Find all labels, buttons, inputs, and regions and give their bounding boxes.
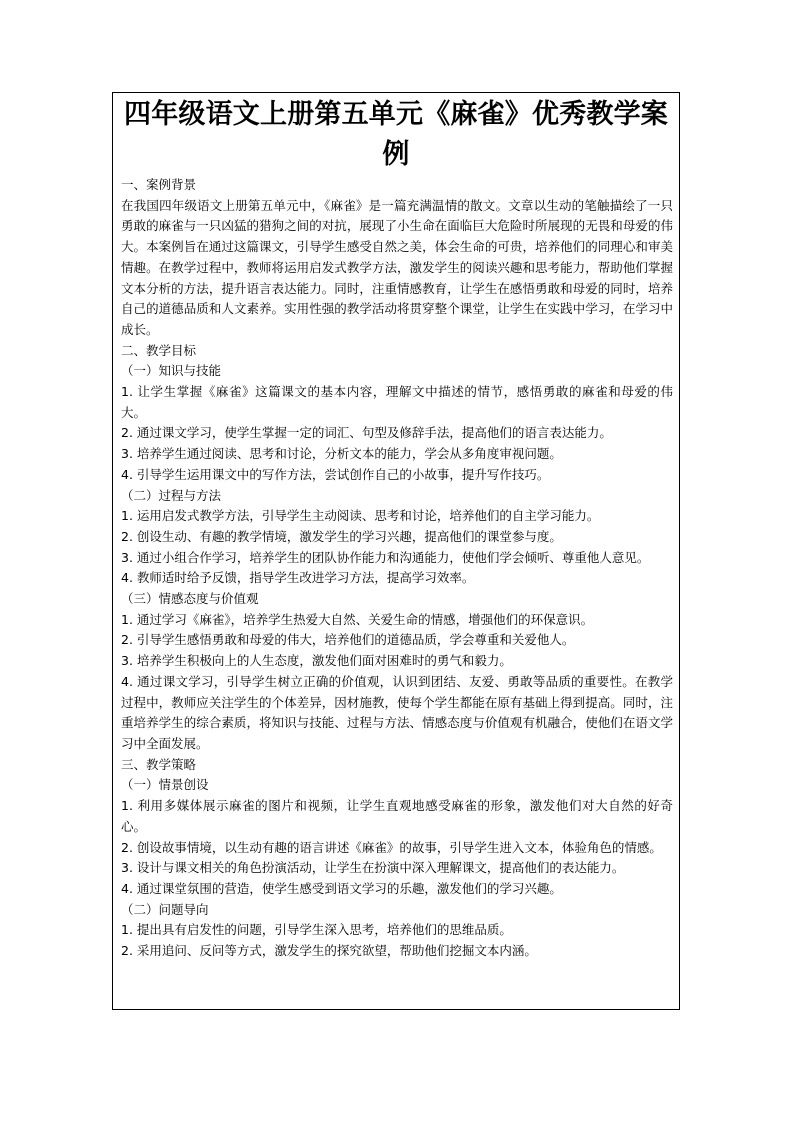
- list-item: 1. 提出具有启发性的问题，引导学生深入思考，培养他们的思维品质。: [121, 922, 512, 938]
- list-item: 1. 运用启发式教学方法，引导学生主动阅读、思考和讨论，培养他们的自主学习能力。: [121, 508, 600, 524]
- section-heading: 三、教学策略: [121, 756, 197, 772]
- list-item: 3. 培养学生积极向上的人生态度，激发他们面对困难时的勇气和毅力。: [121, 653, 512, 669]
- section-heading: 一、案例背景: [121, 177, 197, 192]
- list-item: 1. 利用多媒体展示麻雀的图片和视频，让学生直观地感受麻雀的形象，激发他们对大自然的好奇心。: [121, 798, 673, 834]
- subsection-heading: （二）过程与方法: [121, 487, 222, 503]
- list-item: 4. 引导学生运用课文中的写作方法，尝试创作自己的小故事，提升写作技巧。: [121, 466, 550, 482]
- list-item: 2. 引导学生感悟勇敢和母爱的伟大，培养他们的道德品质，学会尊重和关爱他人。: [121, 632, 575, 648]
- list-item: 4. 通过课堂氛围的营造，使学生感受到语文学习的乐趣，激发他们的学习兴趣。: [121, 880, 562, 896]
- document-title: 四年级语文上册第五单元《麻雀》优秀教学案例: [124, 99, 668, 170]
- list-item: 3. 通过小组合作学习，培养学生的团队协作能力和沟通能力，使他们学会倾听、尊重他人意见。: [121, 549, 650, 565]
- list-item: 2. 创设故事情境，以生动有趣的语言讲述《麻雀》的故事，引导学生进入文本，体验角色的情感。: [121, 839, 662, 855]
- list-item: 2. 通过课文学习，使学生掌握一定的词汇、句型及修辞手法，提高他们的语言表达能力。: [121, 425, 612, 441]
- list-item: 3. 设计与课文相关的角色扮演活动，让学生在扮演中深入理解课文，提高他们的表达能力。: [121, 860, 625, 876]
- paragraph: 在我国四年级语文上册第五单元中，《麻雀》是一篇充满温情的散文。文章以生动的笔触描绘了一只勇敢的麻雀与一只凶猛的猎狗之间的对抗，展现了小生命在面临巨大危险时所展现的无畏和母爱的伟大。本案例旨在通过这篇课文，引导学生感受自然之美，体会生命的可贵，培养他们的同理心和审美情趣。在教学过程中，教师将运用启发式教学方法，激发学生的阅读兴趣和思考能力，帮助他们掌握文本分析的方法，提升语言表达能力。同时，注重情感教育，让学生在感悟勇敢和母爱的同时，培养自己的道德品质和人文素养。实用性强的教学活动将贯穿整个课堂，让学生在实践中学习，在学习中成长。: [121, 197, 673, 337]
- subsection-heading: （三）情感态度与价值观: [121, 591, 259, 607]
- list-item: 3. 培养学生通过阅读、思考和讨论，分析文本的能力，学会从多角度审视问题。: [121, 446, 562, 462]
- list-item: 1. 通过学习《麻雀》，培养学生热爱大自然、关爱生命的情感，增强他们的环保意识。: [121, 611, 594, 627]
- document-frame: [112, 92, 680, 1010]
- document-body: [113, 175, 679, 962]
- list-item: 4. 通过课文学习，引导学生树立正确的价值观，认识到团结、友爱、勇敢等品质的重要性。在教学过程中，教师应关注学生的个体差异，因材施教，使每个学生都能在原有基础上得到提高。同时，注重培养学生的综合素质，将知识与技能、过程与方法、情感态度与价值观有机融合，使他们在语文学习中全面发展。: [121, 673, 673, 751]
- subsection-heading: （二）问题导向: [121, 901, 209, 917]
- section-heading: 二、教学目标: [121, 342, 197, 358]
- list-item: 4. 教师适时给予反馈，指导学生改进学习方法，提高学习效率。: [121, 570, 475, 586]
- list-item: 2. 创设生动、有趣的教学情境，激发学生的学习兴趣，提高他们的课堂参与度。: [121, 528, 562, 544]
- list-item: 1. 让学生掌握《麻雀》这篇课文的基本内容，理解文中描述的情节，感悟勇敢的麻雀和母爱的伟大。: [121, 384, 673, 420]
- subsection-heading: （一）知识与技能: [121, 363, 222, 379]
- list-item: 2. 采用追问、反问等方式，激发学生的探究欲望，帮助他们挖掘文本内涵。: [121, 943, 537, 959]
- subsection-heading: （一）情景创设: [121, 777, 209, 793]
